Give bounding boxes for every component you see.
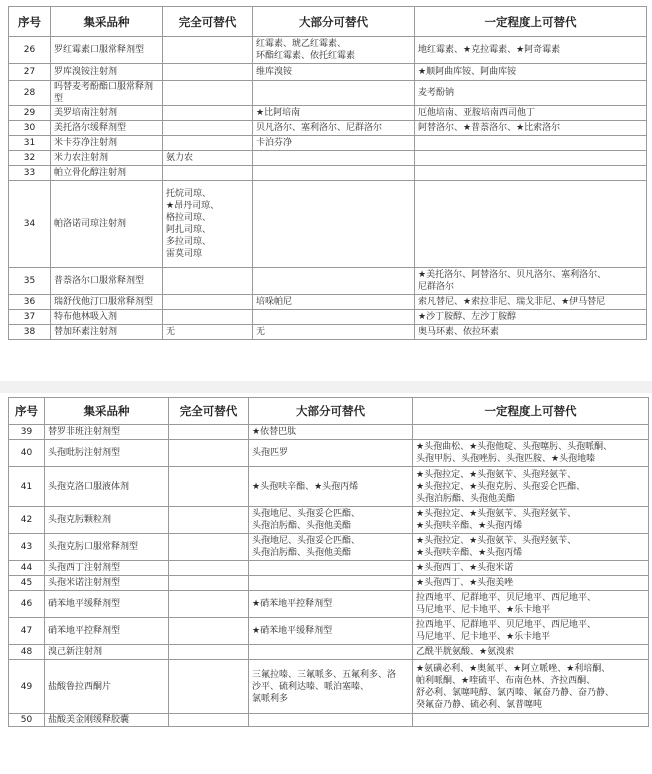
- drug-name-cell: 米力农注射剂: [51, 151, 163, 166]
- partially-replaceable-cell: [415, 166, 647, 181]
- mostly-replaceable-cell: [253, 181, 415, 268]
- table-row: [9, 440, 649, 467]
- table-row: [9, 268, 647, 295]
- drug-name-cell: 吗替麦考酚酯口服常释剂 型: [51, 81, 163, 106]
- drug-name-cell: 帕立骨化醇注射剂: [51, 166, 163, 181]
- partially-replaceable-cell: ★氨磺必利、★奥氮平、★阿立哌唑、★利培酮、 帕利哌酮、★喹硫平、布南色林、齐拉西酮、 舒必利、氯噻吨醇、氯丙嗪、氟奋乃静、奋乃静、 癸氟奋乃静、硫必利、氯普噻吨: [413, 660, 649, 714]
- partially-replaceable-cell: ★头孢拉定、★头孢氨苄、头孢羟氨苄、 ★头孢拉定、★头孢克肟、头孢妥仑匹酯、 头孢泊肟酯、头孢他美酯: [413, 467, 649, 507]
- fully-replaceable-cell: [169, 714, 249, 727]
- seq-cell: 48: [9, 645, 45, 660]
- partially-replaceable-cell: ★美托洛尔、阿替洛尔、贝凡洛尔、塞利洛尔、 尼群洛尔: [415, 268, 647, 295]
- header-seq: 序号: [9, 398, 45, 425]
- fully-replaceable-cell: [163, 81, 253, 106]
- table-row: [9, 618, 649, 645]
- fully-replaceable-cell: [169, 440, 249, 467]
- drug-name-cell: 美罗培南注射剂: [51, 106, 163, 121]
- table-row: [9, 425, 649, 440]
- seq-cell: 33: [9, 166, 51, 181]
- seq-cell: 50: [9, 714, 45, 727]
- table-row: [9, 576, 649, 591]
- partially-replaceable-cell: [413, 425, 649, 440]
- partially-replaceable-cell: [413, 714, 649, 727]
- drug-name-cell: 替加环素注射剂: [51, 325, 163, 340]
- seq-cell: 35: [9, 268, 51, 295]
- seq-cell: 43: [9, 534, 45, 561]
- seq-cell: 29: [9, 106, 51, 121]
- mostly-replaceable-cell: 培哚帕尼: [253, 295, 415, 310]
- drug-name-cell: 普萘洛尔口服常释剂型: [51, 268, 163, 295]
- header-mostly-replaceable: 大部分可替代: [249, 398, 413, 425]
- header-partially-replaceable: 一定程度上可替代: [415, 7, 647, 37]
- mostly-replaceable-cell: ★比阿培南: [253, 106, 415, 121]
- drug-name-cell: 米卡芬净注射剂: [51, 136, 163, 151]
- table-row: [9, 295, 647, 310]
- table-row: [9, 181, 647, 268]
- mostly-replaceable-cell: 卡泊芬净: [253, 136, 415, 151]
- table-header-row: [9, 398, 649, 425]
- table-row: [9, 561, 649, 576]
- seq-cell: 40: [9, 440, 45, 467]
- mostly-replaceable-cell: [253, 151, 415, 166]
- fully-replaceable-cell: [163, 268, 253, 295]
- fully-replaceable-cell: [169, 561, 249, 576]
- seq-cell: 42: [9, 507, 45, 534]
- mostly-replaceable-cell: [249, 561, 413, 576]
- mostly-replaceable-cell: [253, 81, 415, 106]
- partially-replaceable-cell: ★头孢拉定、★头孢氨苄、头孢羟氨苄、 ★头孢呋辛酯、★头孢丙烯: [413, 507, 649, 534]
- table-row: [9, 166, 647, 181]
- seq-cell: 41: [9, 467, 45, 507]
- mostly-replaceable-cell: 三氟拉嗪、三氟哌多、五氟利多、洛 沙平、硫利达嗪、哌泊塞嗪、 氯哌利多: [249, 660, 413, 714]
- partially-replaceable-cell: 奥马环素、依拉环素: [415, 325, 647, 340]
- seq-cell: 45: [9, 576, 45, 591]
- seq-cell: 39: [9, 425, 45, 440]
- fully-replaceable-cell: [163, 136, 253, 151]
- fully-replaceable-cell: 氨力农: [163, 151, 253, 166]
- drug-name-cell: 罗红霉素口服常释剂型: [51, 37, 163, 64]
- partially-replaceable-cell: 地红霉素、★克拉霉素、★阿奇霉素: [415, 37, 647, 64]
- mostly-replaceable-cell: ★硝苯地平控释剂型: [249, 591, 413, 618]
- table-row: [9, 660, 649, 714]
- mostly-replaceable-cell: 头孢地尼、头孢妥仑匹酯、 头孢泊肟酯、头孢他美酯: [249, 534, 413, 561]
- seq-cell: 31: [9, 136, 51, 151]
- table-row: [9, 507, 649, 534]
- seq-cell: 49: [9, 660, 45, 714]
- mostly-replaceable-cell: 维库溴铵: [253, 64, 415, 81]
- partially-replaceable-cell: [415, 151, 647, 166]
- partially-replaceable-cell: 拉西地平、尼群地平、贝尼地平、西尼地平、 马尼地平、尼卡地平、★乐卡地平: [413, 618, 649, 645]
- fully-replaceable-cell: [169, 467, 249, 507]
- drug-name-cell: 美托洛尔缓释剂型: [51, 121, 163, 136]
- fully-replaceable-cell: [163, 121, 253, 136]
- fully-replaceable-cell: [163, 64, 253, 81]
- seq-cell: 37: [9, 310, 51, 325]
- table-row: [9, 151, 647, 166]
- partially-replaceable-cell: 索凡替尼、★索拉非尼、瑞戈非尼、★伊马替尼: [415, 295, 647, 310]
- drug-name-cell: 头孢米诺注射剂型: [45, 576, 169, 591]
- mostly-replaceable-cell: [253, 268, 415, 295]
- fully-replaceable-cell: [169, 534, 249, 561]
- seq-cell: 47: [9, 618, 45, 645]
- drug-name-cell: 特布他林吸入剂: [51, 310, 163, 325]
- mostly-replaceable-cell: ★头孢呋辛酯、★头孢丙烯: [249, 467, 413, 507]
- partially-replaceable-cell: ★沙丁胺醇、左沙丁胺醇: [415, 310, 647, 325]
- partially-replaceable-cell: ★头孢曲松、★头孢他啶、头孢噻肟、头孢哌酮、 头孢甲肟、头孢唑肟、头孢匹胺、★头孢地嗪: [413, 440, 649, 467]
- mostly-replaceable-cell: 贝凡洛尔、塞利洛尔、尼群洛尔: [253, 121, 415, 136]
- drug-name-cell: 罗库溴铵注射剂: [51, 64, 163, 81]
- partially-replaceable-cell: ★头孢拉定、★头孢氨苄、头孢羟氨苄、 ★头孢呋辛酯、★头孢丙烯: [413, 534, 649, 561]
- fully-replaceable-cell: [169, 618, 249, 645]
- seq-cell: 32: [9, 151, 51, 166]
- fully-replaceable-cell: [169, 645, 249, 660]
- table-row: [9, 714, 649, 727]
- drug-name-cell: 替罗非班注射剂型: [45, 425, 169, 440]
- partially-replaceable-cell: 阿替洛尔、★普萘洛尔、★比索洛尔: [415, 121, 647, 136]
- seq-cell: 30: [9, 121, 51, 136]
- partially-replaceable-cell: [415, 136, 647, 151]
- mostly-replaceable-cell: 头孢地尼、头孢妥仑匹酯、 头孢泊肟酯、头孢他美酯: [249, 507, 413, 534]
- mostly-replaceable-cell: 头孢匹罗: [249, 440, 413, 467]
- header-fully-replaceable: 完全可替代: [169, 398, 249, 425]
- fully-replaceable-cell: [163, 106, 253, 121]
- table-row: [9, 310, 647, 325]
- drug-name-cell: 硝苯地平缓释剂型: [45, 591, 169, 618]
- mostly-replaceable-cell: 无: [253, 325, 415, 340]
- fully-replaceable-cell: [169, 425, 249, 440]
- fully-replaceable-cell: [163, 37, 253, 64]
- partially-replaceable-cell: 乙酰半胱氨酸、★氨溴索: [413, 645, 649, 660]
- header-seq: 序号: [9, 7, 51, 37]
- fully-replaceable-cell: [169, 660, 249, 714]
- mostly-replaceable-cell: [249, 576, 413, 591]
- drug-name-cell: 头孢克洛口服液体剂: [45, 467, 169, 507]
- partially-replaceable-cell: 拉西地平、尼群地平、贝尼地平、西尼地平、 马尼地平、尼卡地平、★乐卡地平: [413, 591, 649, 618]
- table-row: [9, 325, 647, 340]
- partially-replaceable-cell: 麦考酚钠: [415, 81, 647, 106]
- partially-replaceable-cell: 厄他培南、亚胺培南西司他丁: [415, 106, 647, 121]
- fully-replaceable-cell: [169, 576, 249, 591]
- drug-name-cell: 溴己新注射剂: [45, 645, 169, 660]
- fully-replaceable-cell: 托烷司琼、 ★昂丹司琼、 格拉司琼、 阿扎司琼、 多拉司琼、 雷莫司琼: [163, 181, 253, 268]
- partially-replaceable-cell: ★顺阿曲库铵、阿曲库铵: [415, 64, 647, 81]
- table-row: [9, 645, 649, 660]
- seq-cell: 36: [9, 295, 51, 310]
- fully-replaceable-cell: [163, 166, 253, 181]
- mostly-replaceable-cell: ★依替巴肽: [249, 425, 413, 440]
- header-fully-replaceable: 完全可替代: [163, 7, 253, 37]
- partially-replaceable-cell: ★头孢西丁、★头孢米诺: [413, 561, 649, 576]
- fully-replaceable-cell: [169, 591, 249, 618]
- mostly-replaceable-cell: 红霉素、琥乙红霉素、 环酯红霉素、依托红霉素: [253, 37, 415, 64]
- header-drug-name: 集采品种: [45, 398, 169, 425]
- seq-cell: 46: [9, 591, 45, 618]
- table-row: [9, 467, 649, 507]
- table-row: [9, 64, 647, 81]
- drug-name-cell: 盐酸鲁拉西酮片: [45, 660, 169, 714]
- table-row: [9, 136, 647, 151]
- partially-replaceable-cell: ★头孢西丁、★头孢美唑: [413, 576, 649, 591]
- drug-name-cell: 瑞舒伐他汀口服常释剂型: [51, 295, 163, 310]
- seq-cell: 26: [9, 37, 51, 64]
- table-row: [9, 534, 649, 561]
- drug-name-cell: 帕洛诺司琼注射剂: [51, 181, 163, 268]
- table-header-row: [9, 7, 647, 37]
- seq-cell: 28: [9, 81, 51, 106]
- mostly-replaceable-cell: [253, 310, 415, 325]
- header-partially-replaceable: 一定程度上可替代: [413, 398, 649, 425]
- drug-name-cell: 头孢克肟颗粒剂: [45, 507, 169, 534]
- fully-replaceable-cell: [169, 507, 249, 534]
- seq-cell: 44: [9, 561, 45, 576]
- header-mostly-replaceable: 大部分可替代: [253, 7, 415, 37]
- drug-name-cell: 头孢克肟口服常释剂型: [45, 534, 169, 561]
- table-row: [9, 81, 647, 106]
- fully-replaceable-cell: [163, 310, 253, 325]
- substitution-table-part-2: [8, 397, 649, 727]
- drug-name-cell: 盐酸美金刚缓释胶囊: [45, 714, 169, 727]
- fully-replaceable-cell: [163, 295, 253, 310]
- header-drug-name: 集采品种: [51, 7, 163, 37]
- seq-cell: 38: [9, 325, 51, 340]
- page-divider: [0, 381, 652, 393]
- table-row: [9, 37, 647, 64]
- drug-name-cell: 头孢吡肟注射剂型: [45, 440, 169, 467]
- table-row: [9, 591, 649, 618]
- mostly-replaceable-cell: [249, 714, 413, 727]
- substitution-table-part-1: [8, 6, 647, 340]
- table-row: [9, 106, 647, 121]
- seq-cell: 34: [9, 181, 51, 268]
- seq-cell: 27: [9, 64, 51, 81]
- partially-replaceable-cell: [415, 181, 647, 268]
- drug-name-cell: 头孢西丁注射剂型: [45, 561, 169, 576]
- mostly-replaceable-cell: ★硝苯地平缓释剂型: [249, 618, 413, 645]
- mostly-replaceable-cell: [253, 166, 415, 181]
- drug-name-cell: 硝苯地平控释剂型: [45, 618, 169, 645]
- fully-replaceable-cell: 无: [163, 325, 253, 340]
- mostly-replaceable-cell: [249, 645, 413, 660]
- table-row: [9, 121, 647, 136]
